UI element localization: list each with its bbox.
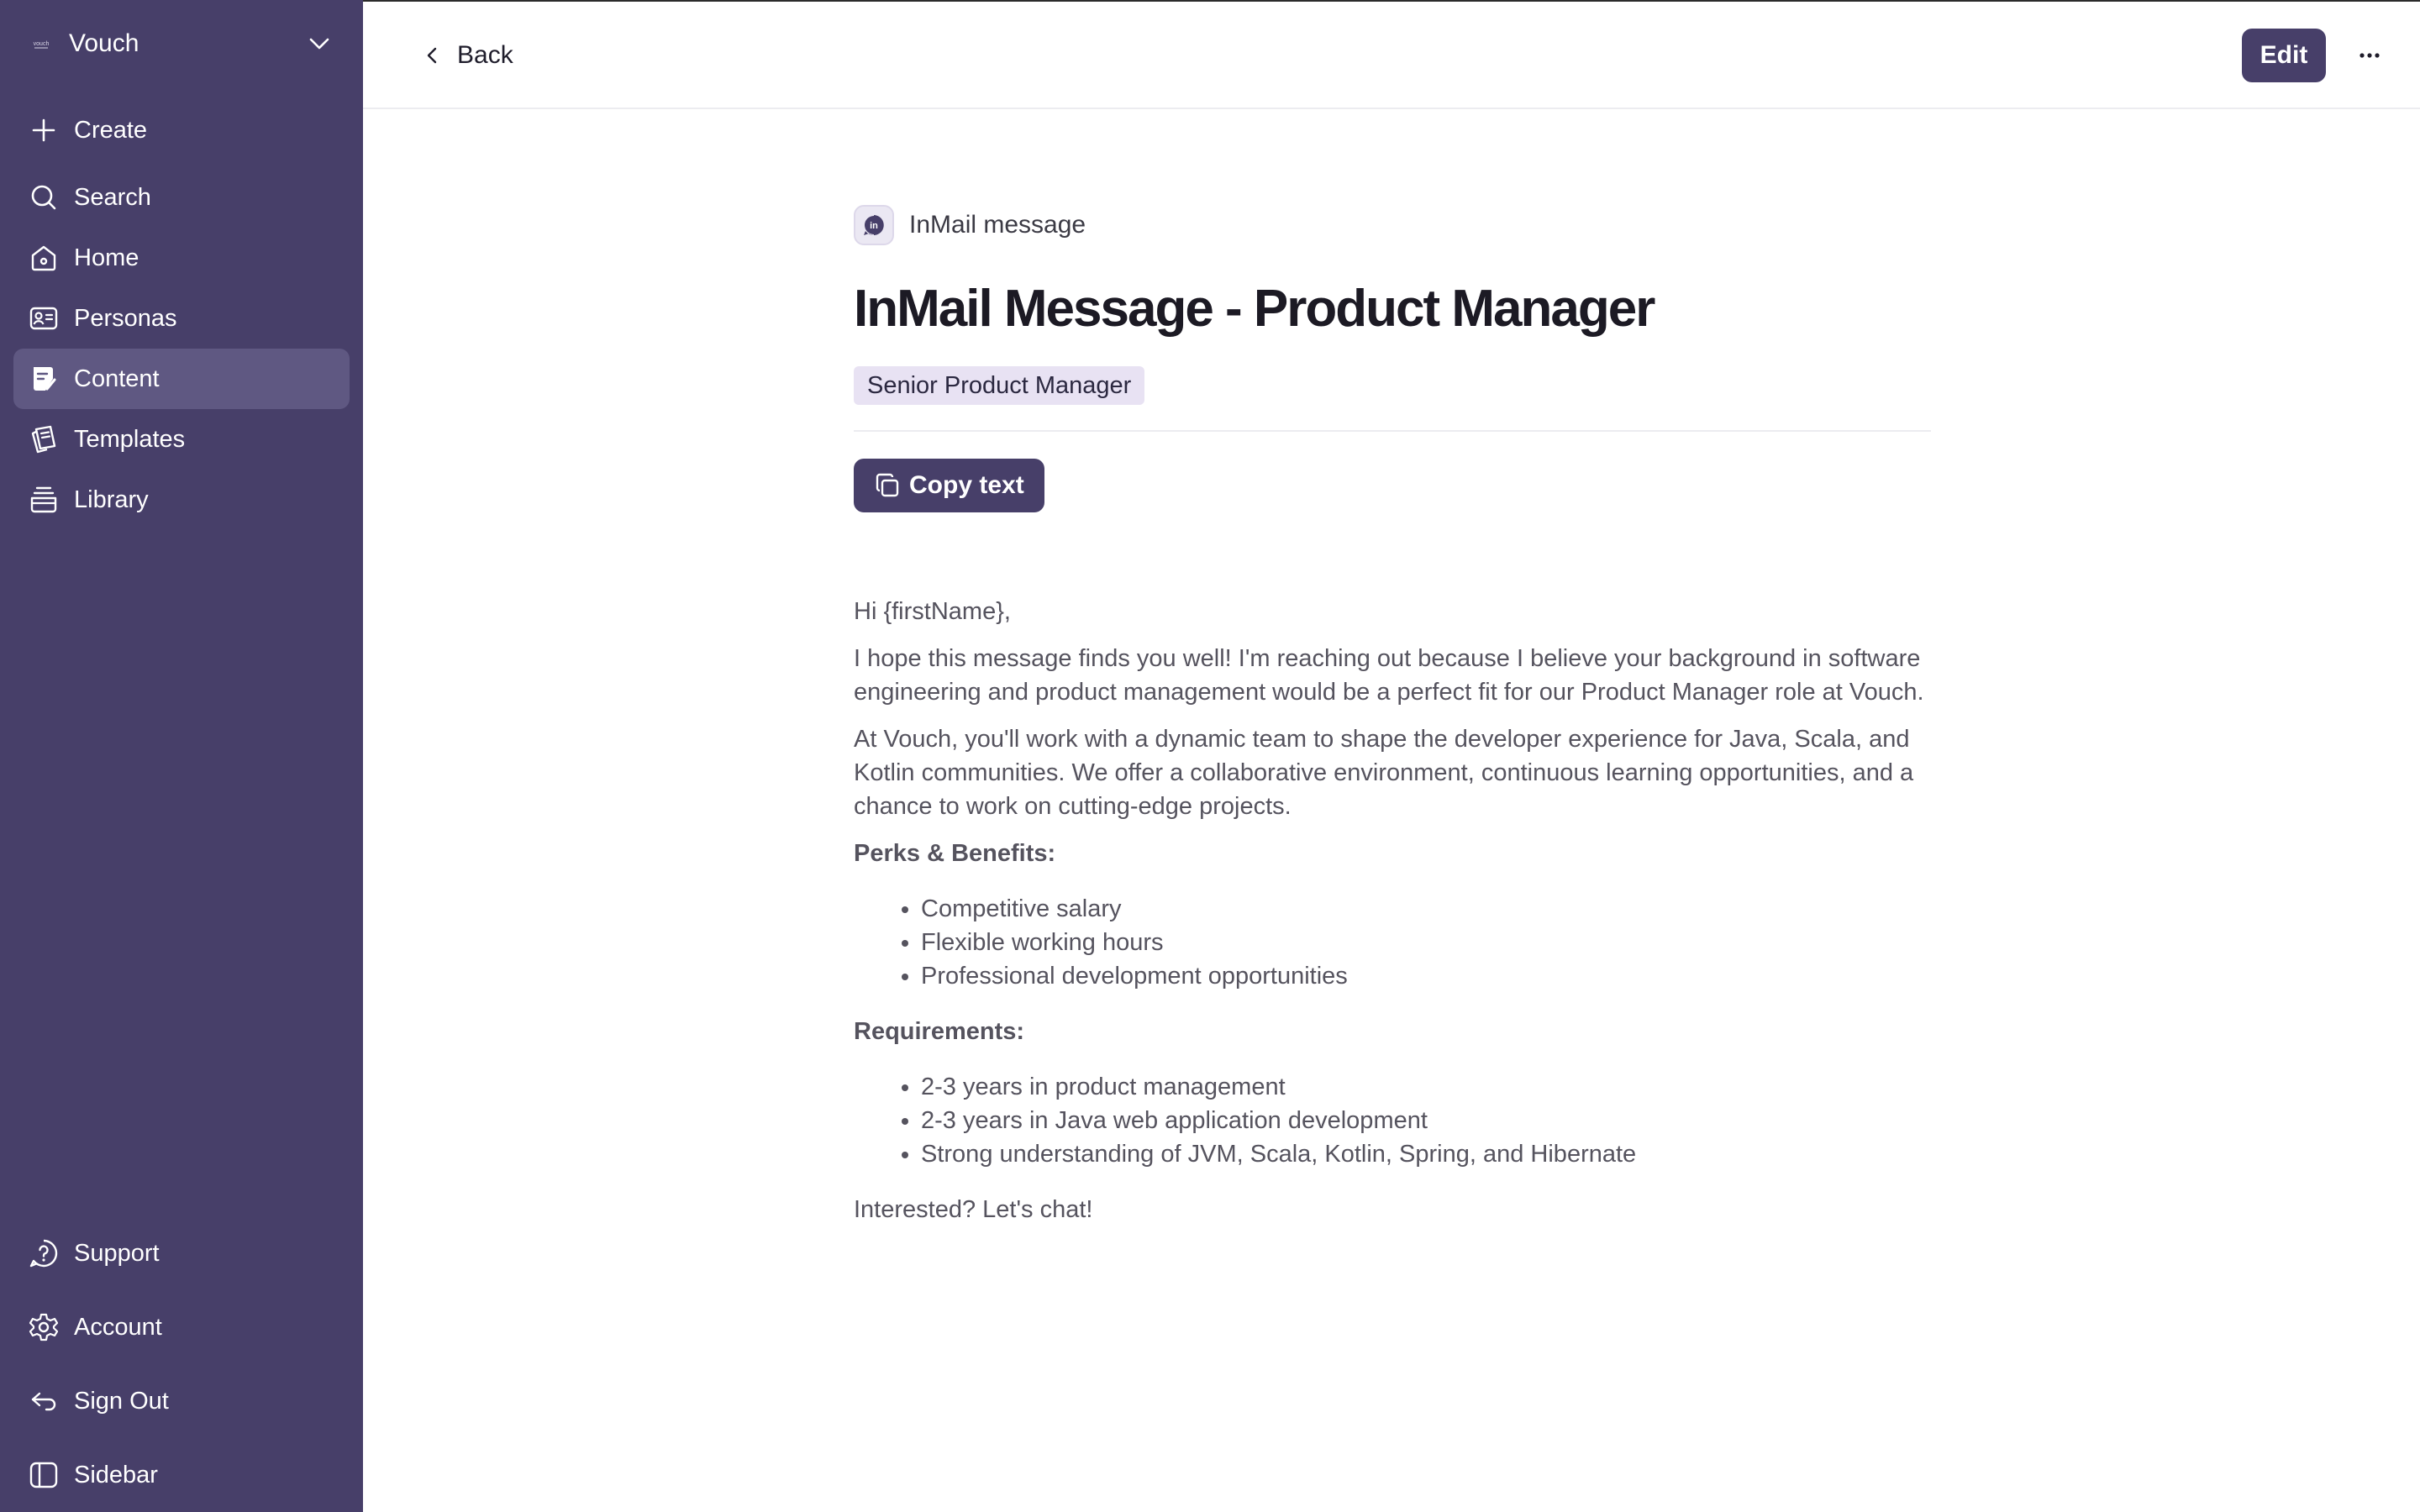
svg-text:in: in: [870, 221, 878, 231]
workspace-switcher[interactable]: [13, 18, 350, 69]
search-icon: [29, 182, 59, 213]
content-type-row: [854, 203, 1931, 247]
message-paragraph: I hope this message finds you well! I'm reaching out because I believe your background in software engineering and product management would be a perfect fit for our Product Manager role at Vouch.: [854, 645, 1924, 706]
main-panel: [363, 0, 2420, 1512]
list-item: • 2-3 years in Java web application development: [921, 1104, 1931, 1137]
copy-text-button[interactable]: [854, 459, 1044, 512]
document-edit-icon: [29, 364, 59, 394]
sidebar-item-personas[interactable]: [13, 288, 350, 349]
sidebar-nav: [13, 100, 350, 530]
message-closing: Interested? Let's chat!: [854, 1196, 1093, 1223]
sidebar-item-content[interactable]: [13, 349, 350, 409]
message-greeting: Hi {firstName},: [854, 598, 1011, 625]
sidebar-item-label: Account: [74, 1313, 162, 1341]
message-paragraph: At Vouch, you'll work with a dynamic team to shape the developer experience for Java, Scala, and Kotlin communities. We offer a collaborative environment, continuous learning opportunities, and a chance to work on cutting-edge projects.: [854, 726, 1914, 820]
sidebar-item-label: Library: [74, 486, 149, 513]
sidebar: [0, 0, 363, 1512]
list-item: • Competitive salary: [921, 892, 1931, 926]
sidebar-item-search[interactable]: [13, 167, 350, 228]
chevron-down-icon: [306, 30, 333, 57]
message-body: [854, 595, 1931, 1226]
copy-icon: [874, 472, 901, 499]
vouch-logo-icon: [30, 33, 52, 55]
requirements-heading: Requirements:: [854, 1018, 1025, 1045]
requirements-list: [921, 1070, 1931, 1171]
sidebar-item-label: Sidebar: [74, 1461, 158, 1488]
sidebar-item-sign-out[interactable]: [13, 1364, 350, 1438]
sign-out-icon: [29, 1386, 59, 1416]
sidebar-item-label: Support: [74, 1239, 160, 1267]
perks-heading: Perks & Benefits:: [854, 840, 1056, 867]
back-label: Back: [457, 41, 513, 69]
list-item: • Flexible working hours: [921, 926, 1931, 959]
page-title: InMail Message - Product Manager: [854, 280, 1655, 338]
home-icon: [29, 243, 59, 273]
sidebar-item-sidebar-toggle[interactable]: [13, 1438, 350, 1512]
workspace-name: Vouch: [69, 29, 139, 57]
list-item: • Professional development opportunities: [921, 959, 1931, 993]
sidebar-item-label: Home: [74, 244, 139, 271]
sidebar-item-label: Sign Out: [74, 1387, 169, 1415]
plus-icon: [29, 115, 59, 145]
divider: [854, 430, 1931, 432]
help-circle-icon: [29, 1238, 59, 1268]
sidebar-item-label: Templates: [74, 425, 186, 453]
id-card-icon: [29, 303, 59, 333]
sidebar-toggle-icon: [29, 1460, 59, 1490]
sidebar-item-templates[interactable]: [13, 409, 350, 470]
more-options-button[interactable]: [2348, 34, 2391, 77]
chevron-left-icon: [422, 45, 444, 66]
copy-text-label: Copy text: [909, 471, 1024, 499]
sidebar-item-create[interactable]: [13, 100, 350, 160]
sidebar-item-home[interactable]: [13, 228, 350, 288]
svg-text:vouch: vouch: [33, 41, 50, 47]
list-item: • Strong understanding of JVM, Scala, Kotlin, Spring, and Hibernate: [921, 1137, 1931, 1171]
sidebar-item-library[interactable]: [13, 470, 350, 530]
sidebar-item-label: Search: [74, 183, 151, 211]
perks-list: [921, 892, 1931, 993]
sidebar-item-account[interactable]: [13, 1290, 350, 1364]
gear-icon: [29, 1312, 59, 1342]
persona-tag[interactable]: Senior Product Manager: [854, 366, 1144, 405]
library-icon: [29, 485, 59, 515]
sidebar-item-support[interactable]: [13, 1216, 350, 1290]
back-button[interactable]: [413, 32, 522, 79]
list-item: • 2-3 years in product management: [921, 1070, 1931, 1104]
inmail-type-icon: [854, 205, 894, 245]
content-type-label: InMail message: [909, 211, 1086, 239]
ellipsis-icon: [2357, 43, 2382, 68]
edit-button[interactable]: Edit: [2242, 29, 2326, 82]
sidebar-item-label: Content: [74, 365, 160, 392]
content-detail: [854, 203, 1931, 1240]
sidebar-item-label: Create: [74, 116, 148, 144]
top-bar: [363, 2, 2420, 109]
templates-icon: [29, 424, 59, 454]
sidebar-bottom-nav: [13, 1216, 350, 1512]
sidebar-item-label: Personas: [74, 304, 177, 332]
